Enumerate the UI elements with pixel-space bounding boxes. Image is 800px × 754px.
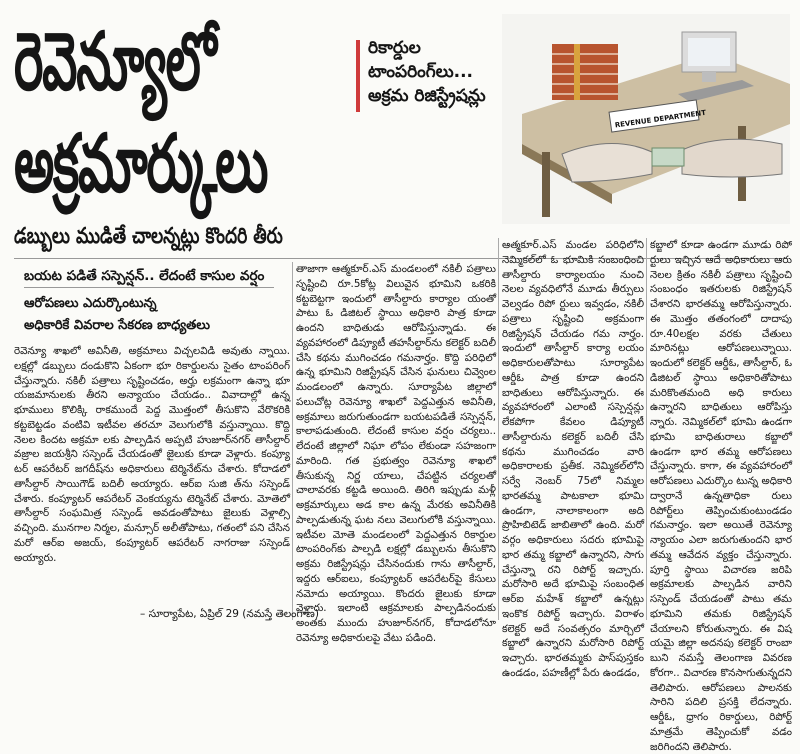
deck-accent-bar xyxy=(356,40,360,112)
deck xyxy=(368,36,486,108)
deck-line-1: రికార్డుల xyxy=(368,38,421,58)
hand-icon xyxy=(682,139,782,177)
headline-line-2: అక్రమార్కులు xyxy=(14,117,268,210)
desk-leg xyxy=(542,152,550,217)
article-column-1: రెవెన్యూ శాఖలో అవినీతి, అక్రమాలు విచ్చలవిడి అవుతు న్నాయి. లక్షల్లో డబ్బులు దండుకొని ఏకంగా భూ రికార్డులను సైతం టాంపరింగ్‌ చేస్తున్నారు. నకిలీ పత్రాలు సృష్టించడం, అర్హు లక్రమంగా ఉన్నా భూ యజమానులకు తీరని అన్యాయం చేయడం.. వివాదాల్లో ఉన్న భూములు కొలిక్కి రాకముందే పెద్ద మొత్తంలో తీసుకొని వేరొకరికి కట్టబెట్టడం వంటివి ఇటీవల తరచూ వెలుగులోకి వస్తున్నాయి. కొద్ది నెలల కిందట అక్రమా లకు పాల్పడిన అప్పటి హుజూర్‌నగర్‌ తాసీల్దార్‌ వజ్రాల జయశ్రీని సస్పెండ్‌ చేయడంతో జైలుకు కూడా వెళ్లారు. కంప్యూ టర్‌ ఆపరేటర్‌ జగదీష్‌ను అధికారులు టెర్మినేట్‌ను చేశారు. కోదాడలో తాసీల్దార్‌ సాయిగౌడ్‌ బదిలీ అయ్యారు. ఆర్‌ఐ సుజి త్‌ను సస్పెండ్‌ చేశారు. కంప్యూటర్‌ ఆపరేటర్‌ వెంకయ్యను టెర్మినేట్‌ చేశారు. మోతెలో తాసీల్దార్‌ సంఘమిత్ర సస్పెండ్‌ అవడంతోపాటు జైలుకు వెళ్లాల్సి వచ్చింది. మునగాల నిర్మల, మన్సూర్‌ అలీతోపాటు, గతంలో పని చేసిన మరో ఆర్‌ఐ అజయ్‌, కంప్యూటర్‌ ఆపరేటర్‌ నాగరాజు సస్పెండ్‌ అయ్యారు. xyxy=(14,345,290,564)
subhead-3: అధికారికే వివరాల సేకరణ బాధ్యతలు xyxy=(24,318,210,333)
deck-line-2: టాంపరింగ్‌లు... xyxy=(368,62,474,82)
subhead-1: బయట పడితే సస్పెన్షన్‌.. లేదంటే కాసుల వర్షం xyxy=(24,266,274,288)
article-column-2: తాజాగా ఆత్మకూర్‌.ఎస్‌ మండలంలో నకిలీ పత్రాలు సృష్టించి రూ.5కోట్ల విలువైన భూమిని ఒకరికి కట్టబెట్టగా ఇందులో తాసీల్దారు కార్యాల యంతో పాటు ఓ డిజిటల్‌ స్థాయి అధికారి పాత్ర కూడా ఉందని బాధితుడు ఆరోపిస్తున్నాడు. ఈ వ్యవహారంలో డిప్యూటీ తహసీల్దార్‌ను కలెక్టర్‌ బదిలీ చేసి కథను ముగించడం గమనార్హం. కొద్ది పరిధిలో ఉన్న భూమిని రిజిస్ట్రేషన్‌ చేసిన ఘనులు చివ్వెంల మండలంలో ఉన్నారు. సూర్యాపేట జిల్లాలో పలుచోట్ల రెవెన్యూ శాఖలో పెద్దఎత్తున అవినీతి, అక్రమాలు జరుగుతుండగా బయటపడితే సస్పెన్షన్‌, కాలాపడుతుంది. లేదంటే కాసుల వర్షం చర్యలు.. లేదంటే జిల్లాలో నిఘా లోపం లేకుండా సహజంగా మారింది. గత ప్రభుత్వం రెవెన్యూ శాఖలో తీసుకున్న నిర్ణ యాలు, చేపట్టిన చర్యలతో చాలావరకు కట్టడి అయింది. తిరిగి ఇప్పుడు మళ్లీ అక్రమార్కులు అడ కాల ఉన్న మేరకు అవినీతికి పాల్పడుతున్న ఘట నలు వెలుగులోకి వస్తున్నాయి. ఇటీవల మోతె మండలంలో పెద్దఎత్తున రికార్డుల టాంపరింగ్‌కు పాల్పడి లక్షల్లో డబ్బులను తీసుకొని అక్రమ రిజిస్ట్రేషన్లు చేసినందుకు గాను తాసీల్దార్‌, ఇద్దరు ఆర్‌ఐలు, కంప్యూటర్‌ ఆపరేటర్‌పై కేసులు నమోదు అయ్యాయి. కొందరు జైలుకు కూడా వెళ్లారు. ఇలాంటి ఆక్రమాలకు పాల్పడినందుకు అంతకు ముందు హుజూర్‌నగర్‌, కోదాడలోనూ రెవెన్యూ అధికారులపై వేటు పడింది. xyxy=(296,263,496,644)
revenue-department-sign-text: REVENUE DEPARTMENT xyxy=(614,108,707,130)
subhead-2: ఆరోపణలు ఎదుర్కొంటున్న xyxy=(24,296,157,311)
dateline: – సూర్యాపేట, ఏప్రిల్‌ 29 (నమస్తే తెలంగాణ) xyxy=(140,608,319,620)
column-divider xyxy=(292,262,293,620)
strapline: డబ్బులు ముడితే చాలన్నట్లు కొందరి తీరు xyxy=(14,224,283,249)
file-stack-icon xyxy=(552,44,618,100)
money-note-icon xyxy=(652,148,684,166)
article-column-3: ఆత్మకూర్‌.ఎస్‌ మండల పరిధిలోని నెమ్మికల్‌లో ఓ భూమికి సంబంధించి తాసీల్దారు కార్యాలయం నుంచి నెలల వ్యవధిలోనే మూడు తీర్పులు వెల్వడం రిపో ర్టులు ఇవ్వడం, నకిలీ పత్రాలు సృష్టించి అక్రమంగా రిజిస్ట్రేషన్‌ చేయడం గమ నార్హం. ఇందులో తాసీల్దార్‌ కార్యా లయం అధికారులతోపాటు సూర్యాపేట ఆర్డీఓ పాత్ర కూడా ఉందని బాధితులు ఆరోపిస్తున్నారు. ఈ వ్యవహారంలో ఎలాంటి సస్పెన్షన్లు లేకపోగా కేవలం డిప్యూటీ తాసీల్దారును కలెక్టర్‌ బదిలీ చేసి కథను ముగించడం వారి అధికారాలకు ప్రతీక. నెమ్మికల్‌లోని సర్వే నెంబర్‌ 75లో నిమ్మల భారతమ్మ పాటకాలా భూమి ఉండగా, నాలాకాలంగా అది ప్రొహిబిటెడ్‌ జాబితాలో ఉంది. మరో వర్గం అధికారులు సదరు భూమిపై భార తమ్మ కబ్జాలో ఉన్నారని, సాగు చేస్తున్నా రని రిపోర్ట్‌ ఇచ్చారు. మరోసారి అదే భూమిపై సంబంధిత ఆర్‌ఐ మహేశ్‌ కబ్జాలో ఉన్నట్లు ఇంకొక రిపోర్ట్‌ ఇచ్చారు. విరాళం కలెక్టర్‌ అదే సంవత్సరం మార్చిలో కబ్జాలో ఉన్నారని మరోసారి రిపోర్ట్‌ ఇచ్చారు. భారతమ్మకు పాస్‌పుస్తకం ఉండడం, పహణీల్లో పేరు ఉండడం, xyxy=(502,239,644,679)
column-divider xyxy=(498,238,499,620)
article-column-4: కబ్జాలో కూడా ఉండగా మూడు రిపో ర్టులు ఇచ్చిన ఆదే అధికారులు ఆరు నెలల క్రితం నకిలీ పత్రాలు సృష్టించి సంబంధం ఇతరులకు రిజిస్ట్రేషన్‌ చేశారని భారతమ్మ ఆరోపిస్తున్నారు. ఈ మొత్తం తతంగంలో దాదాపు రూ.40లక్షల వరకు చేతులు మారినట్లు ఆరోపణలున్నాయి. ఇందులో కలెక్టర్‌ ఆర్డీఓ, తాసీల్దార్‌, ఓ డిజిటల్‌ స్థాయి అధికారితోపాటు మరికొంతమంది అధి కారులు ఉన్నారని బాధితులు ఆరోపిస్తు న్నారు. నెమ్మికల్‌లో భూమి ఉండగా భూమి బాధితురాలు కబ్జాలో ఉండగా భార తమ్మ ఆరోపణలు చేస్తున్నారు. కాగా, ఈ వ్యవహారంలో ఆరోపణలు ఎదుర్కొం టున్న అధికారి ద్వారానే ఉన్నతాధికా రులు రిపోర్ట్‌లు తెప్పించుకుంటుండడం గమనార్హం. ఇలా అయితే రెవెన్యూ న్యాయం ఎలా జరుగుతుందని భార తమ్మ ఆవేదన వ్యక్తం చేస్తున్నారు. పూర్తి స్థాయి విచారణ జరిపి అక్రమాలకు పాల్పడిన వారిని సస్పెండ్‌ చేయడంతో పాటు తమ భూమిని తమకు రిజిస్ట్రేషన్‌ చేయాలని కోరుతున్నారు. ఈ విష యమై జిల్లా అదనపు కలెక్టర్‌ రాంబా బుని నమస్తే తెలంగాణ వివరణ కోరగా.. విచారణ కొనసాగుతున్నదని తెలిపారు. ఆరోపణలు పాలనకు సారిని పదిలి ప్రసక్తి లేదన్నారు. ఆర్డీఓ, ధ్రాగం రికార్డులు, రిపోర్ట్‌ మాత్రమే తెప్పించుకో వడం జరిగిందని తెలిపారు. xyxy=(650,239,792,753)
hand-icon xyxy=(562,143,652,182)
deck-line-3: అక్రమ రిజిస్ట్రేషన్లు xyxy=(368,86,486,106)
bribery-illustration xyxy=(502,14,790,224)
column-divider xyxy=(646,238,647,620)
headline-line-1: రెవెన్యూలో xyxy=(14,15,216,108)
